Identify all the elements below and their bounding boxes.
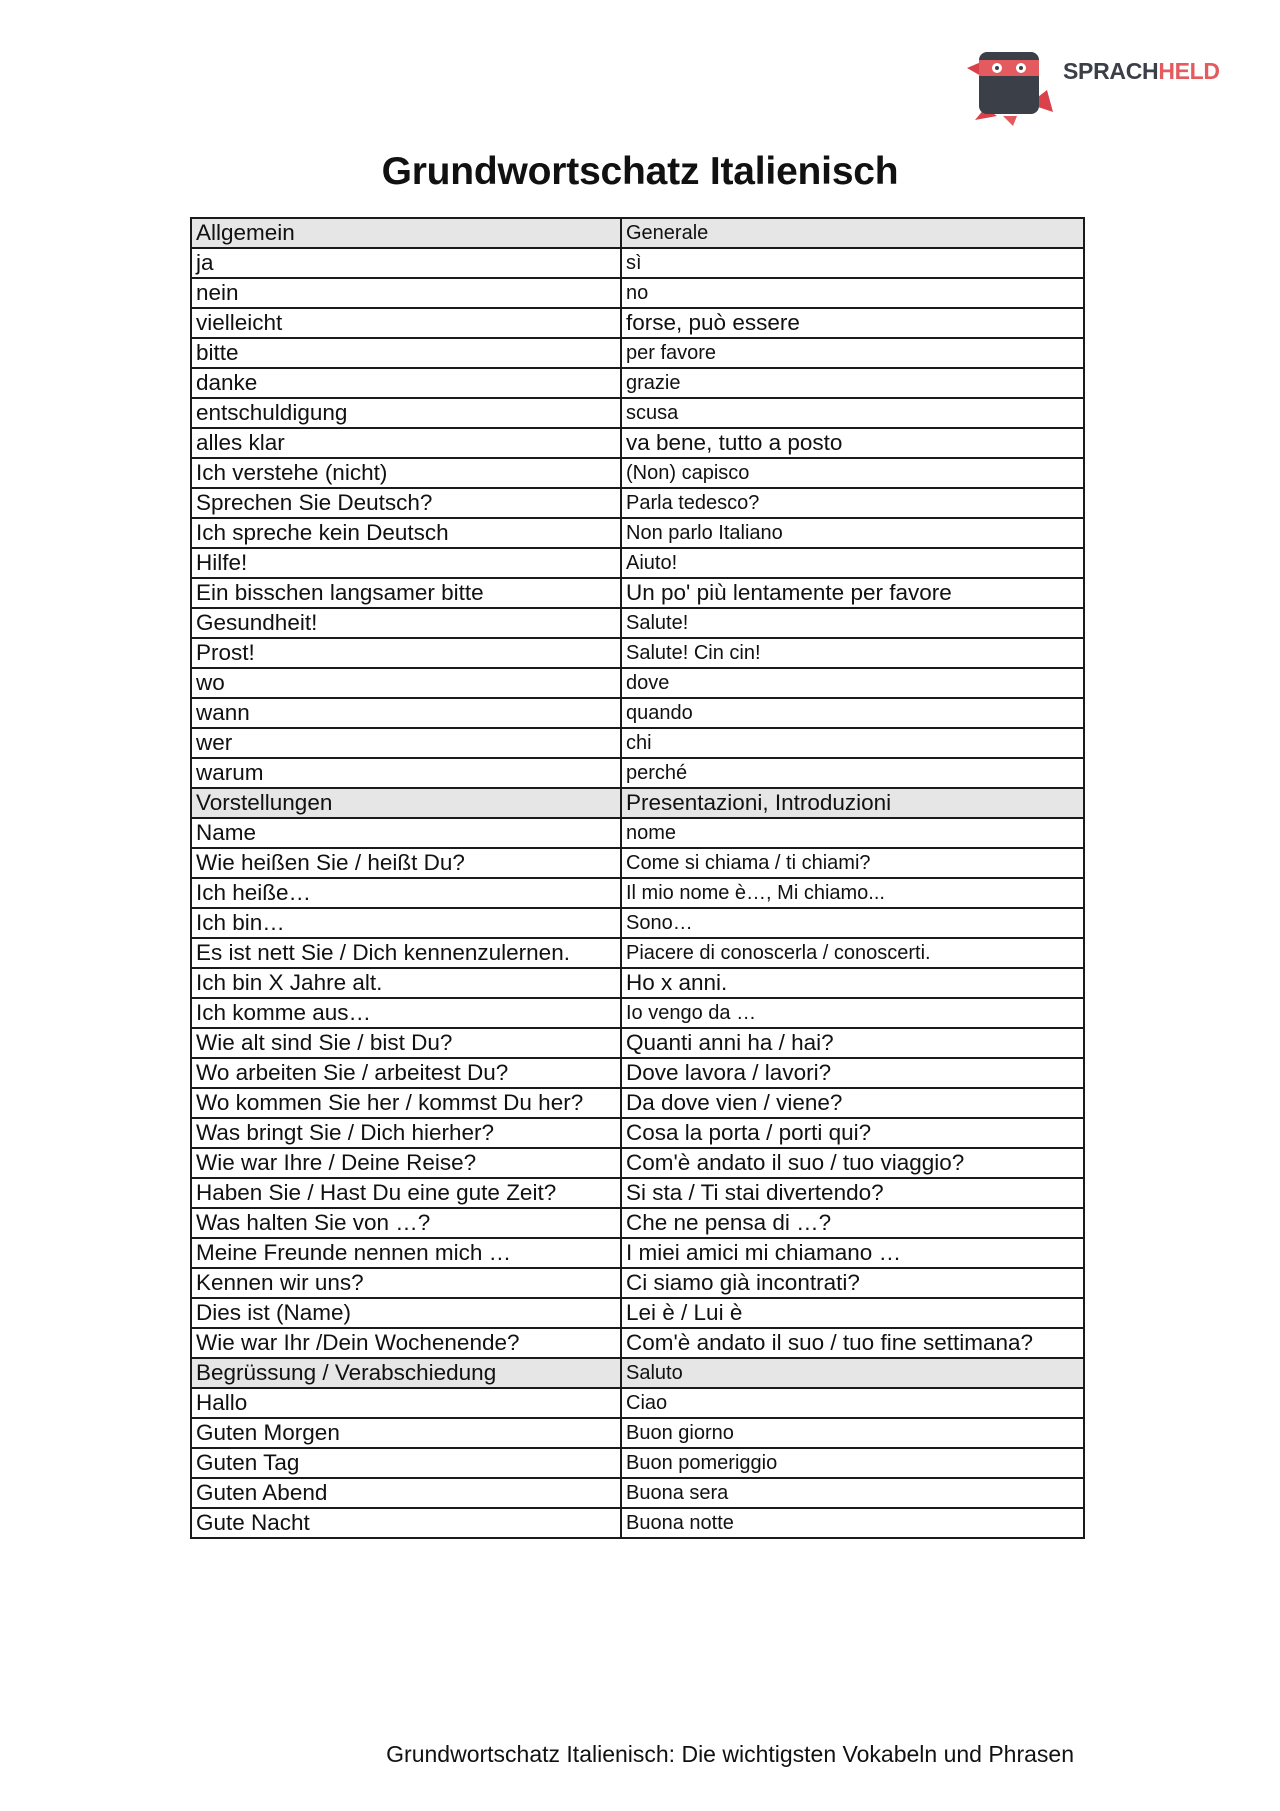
italian-term: Sono… <box>621 908 1084 938</box>
table-row <box>191 968 1084 998</box>
german-term: Guten Tag <box>191 1448 621 1478</box>
italian-term: Dove lavora / lavori? <box>621 1058 1084 1088</box>
vocabulary-table-body <box>191 218 1084 1538</box>
section-title-german: Begrüssung / Verabschiedung <box>191 1358 621 1388</box>
german-term: Guten Morgen <box>191 1418 621 1448</box>
section-header-row <box>191 1358 1084 1388</box>
table-row <box>191 1328 1084 1358</box>
table-row <box>191 1268 1084 1298</box>
table-row <box>191 1238 1084 1268</box>
italian-term: Non parlo Italiano <box>621 518 1084 548</box>
italian-term: Quanti anni ha / hai? <box>621 1028 1084 1058</box>
section-title-italian: Saluto <box>621 1358 1084 1388</box>
table-row <box>191 1208 1084 1238</box>
german-term: Wo arbeiten Sie / arbeitest Du? <box>191 1058 621 1088</box>
table-row <box>191 458 1084 488</box>
table-row <box>191 1178 1084 1208</box>
german-term: Kennen wir uns? <box>191 1268 621 1298</box>
table-row <box>191 1508 1084 1538</box>
table-row <box>191 1478 1084 1508</box>
italian-term: per favore <box>621 338 1084 368</box>
italian-term: dove <box>621 668 1084 698</box>
italian-term: Piacere di conoscerla / conoscerti. <box>621 938 1084 968</box>
german-term: Prost! <box>191 638 621 668</box>
german-term: Ich komme aus… <box>191 998 621 1028</box>
italian-term: (Non) capisco <box>621 458 1084 488</box>
german-term: Wo kommen Sie her / kommst Du her? <box>191 1088 621 1118</box>
italian-term: grazie <box>621 368 1084 398</box>
table-row <box>191 668 1084 698</box>
german-term: Es ist nett Sie / Dich kennenzulernen. <box>191 938 621 968</box>
italian-term: Buon giorno <box>621 1418 1084 1448</box>
italian-term: no <box>621 278 1084 308</box>
italian-term: Buona sera <box>621 1478 1084 1508</box>
italian-term: Si sta / Ti stai divertendo? <box>621 1178 1084 1208</box>
german-term: Haben Sie / Hast Du eine gute Zeit? <box>191 1178 621 1208</box>
table-row <box>191 728 1084 758</box>
italian-term: Io vengo da … <box>621 998 1084 1028</box>
german-term: Gute Nacht <box>191 1508 621 1538</box>
table-row <box>191 638 1084 668</box>
german-term: Wie alt sind Sie / bist Du? <box>191 1028 621 1058</box>
table-row <box>191 428 1084 458</box>
section-header-row <box>191 788 1084 818</box>
italian-term: scusa <box>621 398 1084 428</box>
german-term: Wie heißen Sie / heißt Du? <box>191 848 621 878</box>
italian-term: Il mio nome è…, Mi chiamo... <box>621 878 1084 908</box>
italian-term: Com'è andato il suo / tuo fine settimana? <box>621 1328 1084 1358</box>
german-term: vielleicht <box>191 308 621 338</box>
italian-term: Com'è andato il suo / tuo viaggio? <box>621 1148 1084 1178</box>
table-row <box>191 398 1084 428</box>
german-term: Wie war Ihre / Deine Reise? <box>191 1148 621 1178</box>
table-row <box>191 908 1084 938</box>
table-row <box>191 488 1084 518</box>
italian-term: Un po' più lentamente per favore <box>621 578 1084 608</box>
table-row <box>191 518 1084 548</box>
table-row <box>191 1388 1084 1418</box>
table-row <box>191 608 1084 638</box>
table-row <box>191 578 1084 608</box>
table-row <box>191 698 1084 728</box>
table-row <box>191 848 1084 878</box>
german-term: Dies ist (Name) <box>191 1298 621 1328</box>
section-header-row <box>191 218 1084 248</box>
german-term: Ich spreche kein Deutsch <box>191 518 621 548</box>
german-term: Ich heiße… <box>191 878 621 908</box>
section-title-german: Allgemein <box>191 218 621 248</box>
german-term: Ich bin X Jahre alt. <box>191 968 621 998</box>
ninja-mascot-icon <box>963 46 1059 126</box>
vocabulary-table <box>190 217 1085 1539</box>
german-term: danke <box>191 368 621 398</box>
table-row <box>191 938 1084 968</box>
table-row <box>191 1088 1084 1118</box>
page-title: Grundwortschatz Italienisch <box>381 150 899 193</box>
german-term: Name <box>191 818 621 848</box>
italian-term: Parla tedesco? <box>621 488 1084 518</box>
german-term: Ich bin… <box>191 908 621 938</box>
italian-term: Aiuto! <box>621 548 1084 578</box>
german-term: ja <box>191 248 621 278</box>
german-term: Was bringt Sie / Dich hierher? <box>191 1118 621 1148</box>
italian-term: Ci siamo già incontrati? <box>621 1268 1084 1298</box>
german-term: wo <box>191 668 621 698</box>
italian-term: I miei amici mi chiamano … <box>621 1238 1084 1268</box>
german-term: Gesundheit! <box>191 608 621 638</box>
german-term: bitte <box>191 338 621 368</box>
page-footer: Grundwortschatz Italienisch: Die wichtigsten Vokabeln und Phrasen <box>386 1741 1074 1767</box>
table-row <box>191 998 1084 1028</box>
italian-term: chi <box>621 728 1084 758</box>
italian-term: Ho x anni. <box>621 968 1084 998</box>
italian-term: nome <box>621 818 1084 848</box>
section-title-italian: Presentazioni, Introduzioni <box>621 788 1084 818</box>
italian-term: quando <box>621 698 1084 728</box>
table-row <box>191 1028 1084 1058</box>
italian-term: Ciao <box>621 1388 1084 1418</box>
table-row <box>191 1148 1084 1178</box>
table-row <box>191 368 1084 398</box>
table-row <box>191 1118 1084 1148</box>
table-row <box>191 758 1084 788</box>
brand-name: SPRACHHELD <box>1063 58 1220 84</box>
brand-logo <box>963 46 1233 126</box>
german-term: alles klar <box>191 428 621 458</box>
german-term: nein <box>191 278 621 308</box>
table-row <box>191 338 1084 368</box>
italian-term: Che ne pensa di …? <box>621 1208 1084 1238</box>
german-term: Wie war Ihr /Dein Wochenende? <box>191 1328 621 1358</box>
italian-term: Salute! Cin cin! <box>621 638 1084 668</box>
italian-term: Lei è / Lui è <box>621 1298 1084 1328</box>
german-term: Was halten Sie von …? <box>191 1208 621 1238</box>
italian-term: Buon pomeriggio <box>621 1448 1084 1478</box>
table-row <box>191 1298 1084 1328</box>
german-term: Ich verstehe (nicht) <box>191 458 621 488</box>
german-term: wer <box>191 728 621 758</box>
german-term: Ein bisschen langsamer bitte <box>191 578 621 608</box>
german-term: wann <box>191 698 621 728</box>
table-row <box>191 878 1084 908</box>
german-term: Meine Freunde nennen mich … <box>191 1238 621 1268</box>
german-term: Hilfe! <box>191 548 621 578</box>
italian-term: Da dove vien / viene? <box>621 1088 1084 1118</box>
italian-term: Come si chiama / ti chiami? <box>621 848 1084 878</box>
section-title-german: Vorstellungen <box>191 788 621 818</box>
italian-term: Cosa la porta / porti qui? <box>621 1118 1084 1148</box>
table-row <box>191 1058 1084 1088</box>
german-term: warum <box>191 758 621 788</box>
table-row <box>191 1448 1084 1478</box>
section-title-italian: Generale <box>621 218 1084 248</box>
italian-term: Salute! <box>621 608 1084 638</box>
italian-term: sì <box>621 248 1084 278</box>
german-term: Guten Abend <box>191 1478 621 1508</box>
table-row <box>191 278 1084 308</box>
italian-term: Buona notte <box>621 1508 1084 1538</box>
german-term: entschuldigung <box>191 398 621 428</box>
italian-term: va bene, tutto a posto <box>621 428 1084 458</box>
table-row <box>191 308 1084 338</box>
german-term: Sprechen Sie Deutsch? <box>191 488 621 518</box>
table-row <box>191 818 1084 848</box>
table-row <box>191 248 1084 278</box>
italian-term: perché <box>621 758 1084 788</box>
italian-term: forse, può essere <box>621 308 1084 338</box>
table-row <box>191 548 1084 578</box>
table-row <box>191 1418 1084 1448</box>
german-term: Hallo <box>191 1388 621 1418</box>
